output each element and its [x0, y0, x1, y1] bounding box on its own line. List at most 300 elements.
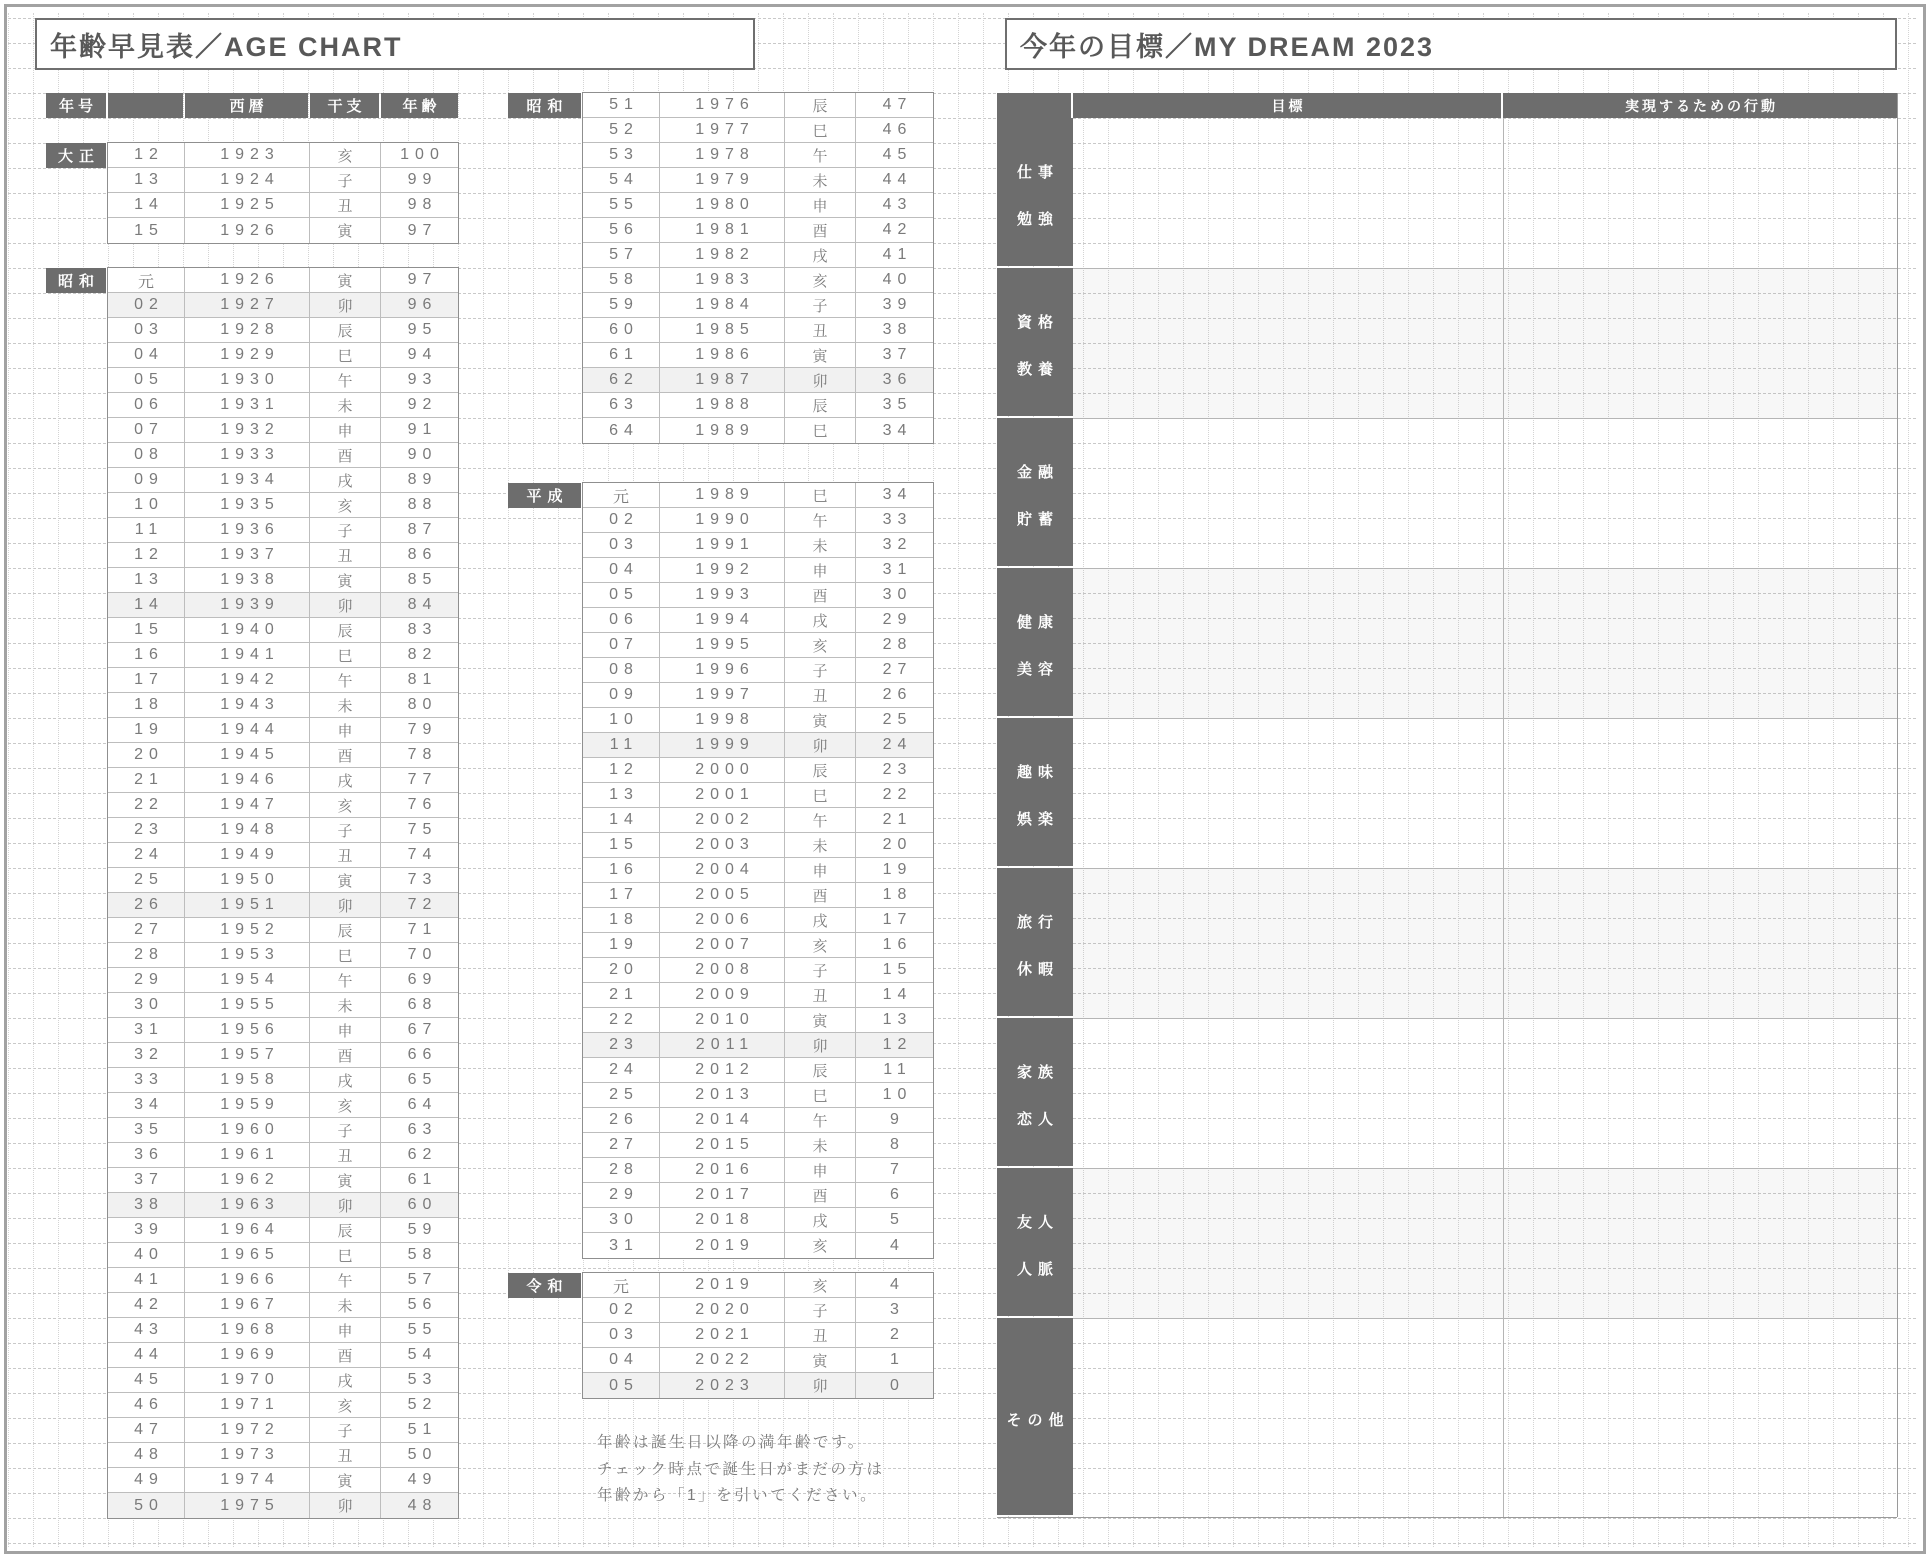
- dream-title-text: 今年の目標／MY DREAM 2023: [1020, 31, 1435, 62]
- age-row: [583, 1158, 933, 1183]
- age-cell: 14: [882, 986, 913, 1003]
- zodiac-cell: 酉: [310, 443, 381, 467]
- zodiac-cell: 巳: [310, 643, 381, 667]
- era-year-cell: 23: [108, 818, 185, 842]
- year-cell: 2007: [660, 933, 785, 957]
- year-cell: 1935: [185, 493, 310, 517]
- era-year-cell: 20: [108, 743, 185, 767]
- category-label: 仕事: [1016, 164, 1059, 181]
- zodiac-cell: 巳: [310, 343, 381, 367]
- age-cell: 2: [890, 1326, 905, 1343]
- year-cell: 2010: [660, 1008, 785, 1032]
- era-year-cell: 24: [108, 843, 185, 867]
- goal-action-divider-line: [1503, 118, 1504, 1517]
- age-row: [108, 1218, 458, 1243]
- zodiac-cell: 未: [310, 1293, 381, 1317]
- era-year-cell: 60: [583, 318, 660, 342]
- age-cell: 92: [407, 396, 438, 413]
- category-shade-band: [1073, 868, 1897, 1018]
- era-year-cell: 61: [583, 343, 660, 367]
- zodiac-cell: 未: [785, 533, 856, 557]
- category-divider-line: [1073, 418, 1897, 419]
- era-year-cell: 48: [108, 1443, 185, 1467]
- era-year-cell: 44: [108, 1343, 185, 1367]
- year-cell: 1973: [185, 1443, 310, 1467]
- zodiac-cell: 子: [310, 518, 381, 542]
- age-row: [108, 393, 458, 418]
- age-row: [108, 468, 458, 493]
- age-note-line-3: 年齢から「1」を引いてください。: [597, 1487, 879, 1504]
- year-cell: 1964: [185, 1218, 310, 1242]
- year-cell: 2019: [660, 1273, 785, 1297]
- age-row: [108, 643, 458, 668]
- year-cell: 2006: [660, 908, 785, 932]
- category-label: 美容: [1016, 661, 1059, 678]
- dream-bottom-edge-line: [997, 1517, 1897, 1518]
- age-cell: 20: [882, 836, 913, 853]
- category-cell: [997, 118, 1073, 266]
- zodiac-cell: 寅: [310, 568, 381, 592]
- zodiac-cell: 午: [785, 808, 856, 832]
- year-cell: 1953: [185, 943, 310, 967]
- age-cell: 4: [890, 1236, 905, 1254]
- age-row: [583, 1208, 933, 1233]
- zodiac-cell: 戌: [310, 1368, 381, 1392]
- era-year-cell: 05: [583, 1373, 660, 1398]
- zodiac-cell: 丑: [310, 1143, 381, 1167]
- category-cell: [997, 868, 1073, 1016]
- age-row: [583, 318, 933, 343]
- age-row: [583, 1323, 933, 1348]
- category-label: 旅行: [1016, 914, 1059, 931]
- age-row: [583, 393, 933, 418]
- col-header-year-label: 西暦: [229, 98, 268, 115]
- age-cell: 32: [882, 536, 913, 553]
- age-row: [583, 118, 933, 143]
- year-cell: 1970: [185, 1368, 310, 1392]
- zodiac-cell: 亥: [785, 1273, 856, 1297]
- age-cell: 64: [407, 1096, 438, 1113]
- age-row: [108, 193, 458, 218]
- zodiac-cell: 子: [310, 168, 381, 192]
- dream-header-action-cell: 実現するための行動: [1503, 93, 1897, 118]
- age-cell: 83: [407, 621, 438, 638]
- era-year-cell: 59: [583, 293, 660, 317]
- age-row: [583, 1273, 933, 1298]
- zodiac-cell: 未: [310, 393, 381, 417]
- zodiac-cell: 丑: [310, 843, 381, 867]
- zodiac-cell: 子: [785, 658, 856, 682]
- era-year-cell: 14: [108, 593, 185, 617]
- year-cell: 2013: [660, 1083, 785, 1107]
- age-row: [583, 243, 933, 268]
- age-row: [583, 218, 933, 243]
- era-year-cell: 02: [583, 508, 660, 532]
- era-badge: 大正: [46, 143, 106, 168]
- category-shade-band: [1073, 568, 1897, 718]
- era-year-cell: 16: [108, 643, 185, 667]
- year-cell: 1971: [185, 1393, 310, 1417]
- age-row: [583, 958, 933, 983]
- age-row: [108, 1443, 458, 1468]
- era-year-cell: 23: [583, 1033, 660, 1057]
- year-cell: 1985: [660, 318, 785, 342]
- age-row: [583, 633, 933, 658]
- era-year-cell: 30: [583, 1208, 660, 1232]
- zodiac-cell: 寅: [785, 1348, 856, 1372]
- zodiac-cell: 卯: [785, 1033, 856, 1057]
- age-row: [583, 883, 933, 908]
- year-cell: 1998: [660, 708, 785, 732]
- age-row: [108, 1243, 458, 1268]
- age-chart-title: [35, 18, 755, 70]
- era-year-cell: 07: [108, 418, 185, 442]
- year-cell: 1941: [185, 643, 310, 667]
- zodiac-cell: 申: [785, 193, 856, 217]
- zodiac-cell: 巳: [785, 783, 856, 807]
- era-year-cell: 12: [108, 143, 185, 167]
- era-year-cell: 07: [583, 633, 660, 657]
- age-row: [583, 1183, 933, 1208]
- era-year-cell: 02: [108, 293, 185, 317]
- zodiac-cell: 寅: [310, 268, 381, 292]
- year-cell: 2005: [660, 883, 785, 907]
- age-cell: 39: [882, 296, 913, 313]
- era-year-cell: 31: [108, 1018, 185, 1042]
- era-year-cell: 41: [108, 1268, 185, 1292]
- zodiac-cell: 巳: [310, 1243, 381, 1267]
- zodiac-cell: 寅: [310, 1468, 381, 1492]
- category-label: 人脈: [1016, 1261, 1059, 1278]
- year-cell: 1961: [185, 1143, 310, 1167]
- age-row: [108, 268, 458, 293]
- era-year-cell: 38: [108, 1193, 185, 1217]
- age-cell: 85: [407, 571, 438, 588]
- era-year-cell: 元: [583, 483, 660, 507]
- age-row: [108, 943, 458, 968]
- age-row: [583, 418, 933, 443]
- zodiac-cell: 卯: [310, 593, 381, 617]
- era-year-cell: 35: [108, 1118, 185, 1142]
- category-cell: [997, 1168, 1073, 1316]
- zodiac-cell: 卯: [785, 368, 856, 392]
- era-year-cell: 26: [583, 1108, 660, 1132]
- age-cell: 67: [407, 1021, 438, 1038]
- category-cell: [997, 268, 1073, 416]
- year-cell: 1962: [185, 1168, 310, 1192]
- category-label: 娯楽: [1016, 811, 1059, 828]
- age-cell: 78: [407, 746, 438, 763]
- era-year-cell: 33: [108, 1068, 185, 1092]
- zodiac-cell: 辰: [785, 1058, 856, 1082]
- zodiac-cell: 亥: [310, 793, 381, 817]
- age-cell: 10: [882, 1086, 913, 1103]
- year-cell: 1950: [185, 868, 310, 892]
- zodiac-cell: 申: [310, 1318, 381, 1342]
- age-cell: 46: [882, 121, 913, 138]
- year-cell: 1954: [185, 968, 310, 992]
- era-year-cell: 55: [583, 193, 660, 217]
- year-cell: 1969: [185, 1343, 310, 1367]
- col-header-age: [381, 93, 458, 118]
- category-cell: [997, 718, 1073, 866]
- age-cell: 27: [882, 661, 913, 678]
- age-row: [108, 1068, 458, 1093]
- zodiac-cell: 辰: [310, 618, 381, 642]
- age-cell: 1: [890, 1351, 905, 1368]
- age-row: [583, 1058, 933, 1083]
- category-divider-line: [1073, 868, 1897, 869]
- era-year-cell: 04: [583, 558, 660, 582]
- zodiac-cell: 寅: [785, 708, 856, 732]
- era-badge: 昭和: [46, 268, 106, 293]
- zodiac-cell: 辰: [310, 318, 381, 342]
- age-row: [583, 293, 933, 318]
- age-row: [583, 343, 933, 368]
- age-cell: 33: [882, 511, 913, 528]
- era-year-cell: 47: [108, 1418, 185, 1442]
- era-year-cell: 19: [108, 718, 185, 742]
- era-year-cell: 58: [583, 268, 660, 292]
- age-row: [583, 833, 933, 858]
- age-cell: 89: [407, 471, 438, 488]
- age-row: [108, 1418, 458, 1443]
- age-row: [583, 1133, 933, 1158]
- zodiac-cell: 午: [310, 1268, 381, 1292]
- age-row: [583, 508, 933, 533]
- category-divider-line: [1073, 718, 1897, 719]
- year-cell: 1999: [660, 733, 785, 757]
- year-cell: 1967: [185, 1293, 310, 1317]
- zodiac-cell: 未: [785, 833, 856, 857]
- year-cell: 1929: [185, 343, 310, 367]
- year-cell: 1972: [185, 1418, 310, 1442]
- year-cell: 1966: [185, 1268, 310, 1292]
- zodiac-cell: 酉: [785, 218, 856, 242]
- era-year-cell: 元: [583, 1273, 660, 1297]
- age-row: [583, 933, 933, 958]
- era-year-cell: 15: [108, 218, 185, 243]
- year-cell: 2019: [660, 1233, 785, 1258]
- year-cell: 1952: [185, 918, 310, 942]
- age-cell: 61: [407, 1171, 438, 1188]
- age-cell: 36: [882, 371, 913, 388]
- zodiac-cell: 丑: [785, 1323, 856, 1347]
- year-cell: 2012: [660, 1058, 785, 1082]
- age-cell: 59: [407, 1221, 438, 1238]
- zodiac-cell: 亥: [785, 268, 856, 292]
- zodiac-cell: 卯: [310, 1193, 381, 1217]
- zodiac-cell: 丑: [785, 683, 856, 707]
- age-row: [583, 983, 933, 1008]
- age-cell: 86: [407, 546, 438, 563]
- age-row: [108, 218, 458, 243]
- zodiac-cell: 寅: [310, 1168, 381, 1192]
- zodiac-cell: 亥: [785, 1233, 856, 1258]
- age-cell: 43: [882, 196, 913, 213]
- dream-title: [1005, 18, 1897, 70]
- era-year-cell: 10: [583, 708, 660, 732]
- zodiac-cell: 子: [310, 1118, 381, 1142]
- zodiac-cell: 午: [785, 1108, 856, 1132]
- age-cell: 60: [407, 1196, 438, 1213]
- age-cell: 71: [407, 921, 438, 938]
- category-divider-line: [1073, 1168, 1897, 1169]
- age-cell: 58: [407, 1246, 438, 1263]
- age-cell: 41: [882, 246, 913, 263]
- age-cell: 40: [882, 271, 913, 288]
- year-cell: 2003: [660, 833, 785, 857]
- age-cell: 91: [407, 421, 438, 438]
- age-row: [583, 483, 933, 508]
- year-cell: 1930: [185, 368, 310, 392]
- col-header-zodiac: [310, 93, 379, 118]
- zodiac-cell: 申: [310, 1018, 381, 1042]
- era-year-cell: 08: [583, 658, 660, 682]
- age-row: [583, 558, 933, 583]
- age-cell: 55: [407, 1321, 438, 1338]
- age-cell: 31: [882, 561, 913, 578]
- category-divider-line: [1073, 568, 1897, 569]
- age-row: [583, 583, 933, 608]
- age-row: [583, 908, 933, 933]
- age-cell: 37: [882, 346, 913, 363]
- col-header-zodiac-label: 干支: [327, 98, 366, 115]
- zodiac-cell: 子: [310, 1418, 381, 1442]
- age-table-block: [582, 1272, 934, 1399]
- age-cell: 97: [407, 271, 438, 288]
- era-year-cell: 53: [583, 143, 660, 167]
- year-cell: 1984: [660, 293, 785, 317]
- age-row: [108, 993, 458, 1018]
- year-cell: 1940: [185, 618, 310, 642]
- year-cell: 1975: [185, 1493, 310, 1518]
- age-cell: 34: [882, 486, 913, 503]
- year-cell: 1926: [185, 268, 310, 292]
- age-cell: 45: [882, 146, 913, 163]
- era-year-cell: 22: [108, 793, 185, 817]
- era-year-cell: 09: [108, 468, 185, 492]
- age-cell: 0: [890, 1376, 905, 1394]
- era-year-cell: 25: [108, 868, 185, 892]
- era-year-cell: 27: [583, 1133, 660, 1157]
- category-label: 家族: [1016, 1064, 1059, 1081]
- category-cell: [997, 1018, 1073, 1166]
- age-cell: 44: [882, 171, 913, 188]
- category-label: 金融: [1016, 464, 1059, 481]
- zodiac-cell: 子: [785, 958, 856, 982]
- year-cell: 1948: [185, 818, 310, 842]
- col-header-year: [185, 93, 308, 118]
- year-cell: 1944: [185, 718, 310, 742]
- zodiac-cell: 戌: [785, 608, 856, 632]
- year-cell: 1983: [660, 268, 785, 292]
- year-cell: 1986: [660, 343, 785, 367]
- age-cell: 18: [882, 886, 913, 903]
- zodiac-cell: 亥: [785, 633, 856, 657]
- year-cell: 1991: [660, 533, 785, 557]
- category-label: 休暇: [1016, 961, 1059, 978]
- era-year-cell: 28: [108, 943, 185, 967]
- age-cell: 54: [407, 1346, 438, 1363]
- age-cell: 9: [890, 1111, 905, 1128]
- age-cell: 65: [407, 1071, 438, 1088]
- year-cell: 2018: [660, 1208, 785, 1232]
- age-row: [583, 708, 933, 733]
- year-cell: 1926: [185, 218, 310, 243]
- year-cell: 1996: [660, 658, 785, 682]
- age-row: [583, 1373, 933, 1398]
- year-cell: 2011: [660, 1033, 785, 1057]
- zodiac-cell: 辰: [785, 758, 856, 782]
- zodiac-cell: 卯: [310, 893, 381, 917]
- age-row: [108, 1318, 458, 1343]
- era-year-cell: 14: [583, 808, 660, 832]
- zodiac-cell: 辰: [310, 918, 381, 942]
- era-year-cell: 26: [108, 893, 185, 917]
- age-row: [108, 868, 458, 893]
- age-cell: 52: [407, 1396, 438, 1413]
- era-year-cell: 27: [108, 918, 185, 942]
- zodiac-cell: 寅: [310, 218, 381, 243]
- year-cell: 1924: [185, 168, 310, 192]
- year-cell: 1974: [185, 1468, 310, 1492]
- age-row: [583, 683, 933, 708]
- age-row: [108, 1368, 458, 1393]
- era-year-cell: 18: [583, 908, 660, 932]
- age-cell: 28: [882, 636, 913, 653]
- dream-header-goal-cell: 目標: [1073, 93, 1501, 118]
- era-year-cell: 25: [583, 1083, 660, 1107]
- zodiac-cell: 丑: [785, 983, 856, 1007]
- year-cell: 1957: [185, 1043, 310, 1067]
- age-cell: 38: [882, 321, 913, 338]
- age-row: [583, 1233, 933, 1258]
- age-row: [583, 168, 933, 193]
- era-year-cell: 46: [108, 1393, 185, 1417]
- age-cell: 48: [407, 1496, 438, 1514]
- zodiac-cell: 亥: [310, 1093, 381, 1117]
- year-cell: 1958: [185, 1068, 310, 1092]
- era-badge: 令和: [508, 1273, 581, 1298]
- era-year-cell: 11: [108, 518, 185, 542]
- era-year-cell: 51: [583, 93, 660, 117]
- year-cell: 1946: [185, 768, 310, 792]
- age-cell: 97: [407, 221, 438, 239]
- age-table-block: [107, 267, 459, 1519]
- age-row: [583, 193, 933, 218]
- age-cell: 72: [407, 896, 438, 913]
- year-cell: 1928: [185, 318, 310, 342]
- year-cell: 1934: [185, 468, 310, 492]
- age-table-block: [582, 92, 934, 444]
- era-year-cell: 15: [583, 833, 660, 857]
- category-label: 貯蓄: [1016, 511, 1059, 528]
- age-cell: 88: [407, 496, 438, 513]
- age-cell: 50: [407, 1446, 438, 1463]
- age-cell: 47: [882, 96, 913, 113]
- era-year-cell: 39: [108, 1218, 185, 1242]
- era-year-cell: 18: [108, 693, 185, 717]
- era-year-cell: 03: [583, 533, 660, 557]
- age-cell: 5: [890, 1211, 905, 1228]
- category-divider-line: [1073, 268, 1897, 269]
- era-year-cell: 17: [108, 668, 185, 692]
- age-row: [108, 1493, 458, 1518]
- era-year-cell: 19: [583, 933, 660, 957]
- age-row: [583, 143, 933, 168]
- year-cell: 1959: [185, 1093, 310, 1117]
